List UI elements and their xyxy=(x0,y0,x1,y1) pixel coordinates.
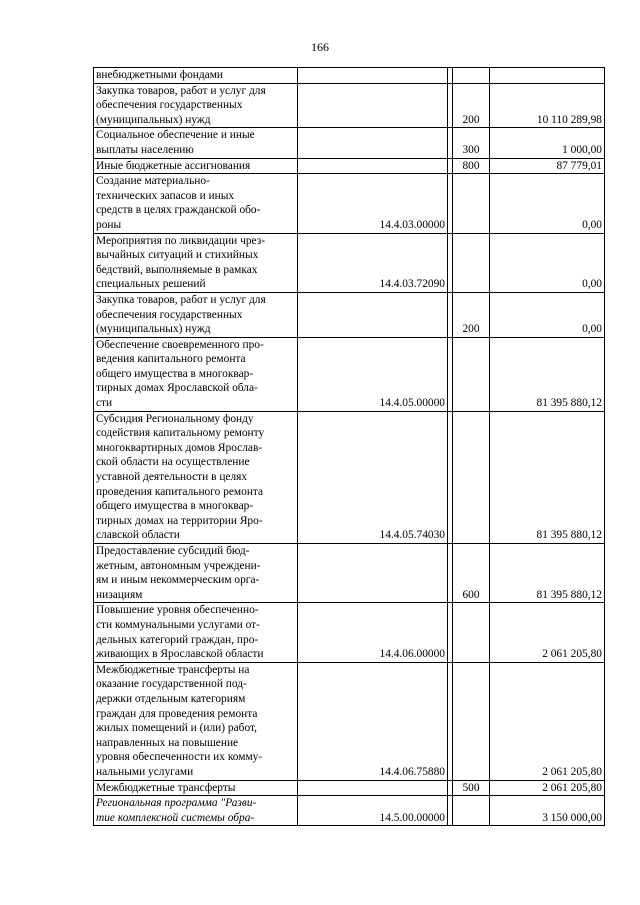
row-name-cell: Иные бюджетные ассигнования xyxy=(94,158,298,174)
row-code-cell: 14.4.05.74030 xyxy=(298,411,448,543)
row-code-cell xyxy=(298,83,448,128)
row-sum-cell: 0,00 xyxy=(490,233,605,292)
table-row xyxy=(94,662,605,780)
table-row xyxy=(94,174,605,233)
table-row xyxy=(94,128,605,158)
row-kind-cell xyxy=(453,662,490,780)
row-sum-cell: 81 395 880,12 xyxy=(490,544,605,603)
row-code-cell xyxy=(298,68,448,84)
row-kind-cell: 200 xyxy=(453,292,490,337)
row-name-cell: Региональная программа "Разви- тие комплексной системы обра- xyxy=(94,796,298,826)
row-kind-cell xyxy=(453,603,490,662)
row-code-cell xyxy=(298,780,448,796)
row-kind-cell xyxy=(453,174,490,233)
row-name-cell: Мероприятия по ликвидации чрез- вычайных ситуаций и стихийных бедствий, выполняемые в рамках специальных решений xyxy=(94,233,298,292)
row-sum-cell: 3 150 000,00 xyxy=(490,796,605,826)
table-row xyxy=(94,233,605,292)
table-row xyxy=(94,544,605,603)
row-sum-cell: 1 000,00 xyxy=(490,128,605,158)
row-name-cell: внебюджетными фондами xyxy=(94,68,298,84)
row-name-cell: Закупка товаров, работ и услуг для обеспечения государственных (муниципальных) нужд xyxy=(94,292,298,337)
row-code-cell: 14.4.06.75880 xyxy=(298,662,448,780)
row-name-cell: Межбюджетные трансферты xyxy=(94,780,298,796)
row-code-cell: 14.4.03.72090 xyxy=(298,233,448,292)
row-sum-cell: 2 061 205,80 xyxy=(490,603,605,662)
row-sum-cell: 10 110 289,98 xyxy=(490,83,605,128)
row-kind-cell: 300 xyxy=(453,128,490,158)
row-code-cell xyxy=(298,292,448,337)
row-name-cell: Социальное обеспечение и иные выплаты населению xyxy=(94,128,298,158)
row-sum-cell: 0,00 xyxy=(490,174,605,233)
row-kind-cell xyxy=(453,411,490,543)
table-row xyxy=(94,603,605,662)
row-kind-cell: 500 xyxy=(453,780,490,796)
row-code-cell xyxy=(298,128,448,158)
row-name-cell: Создание материально- технических запасов и иных средств в целях гражданской обо- роны xyxy=(94,174,298,233)
row-name-cell: Субсидия Региональному фонду содействия капитальному ремонту многоквартирных домов Ярослав- ской области на осуществление уставной деятельности в целях проведения капитального ремонта общего имущества в многоквар- тирных домах на территории Яро- славской области xyxy=(94,411,298,543)
row-kind-cell xyxy=(453,233,490,292)
row-sum-cell: 81 395 880,12 xyxy=(490,337,605,411)
row-sum-cell: 2 061 205,80 xyxy=(490,662,605,780)
row-kind-cell: 600 xyxy=(453,544,490,603)
row-kind-cell xyxy=(453,337,490,411)
row-name-cell: Обеспечение своевременного про- ведения капитального ремонта общего имущества в многоквар- тирных домах Ярославской обла- сти xyxy=(94,337,298,411)
row-code-cell: 14.4.06.00000 xyxy=(298,603,448,662)
row-code-cell: 14.4.03.00000 xyxy=(298,174,448,233)
row-name-cell: Межбюджетные трансферты на оказание государственной под- держки отдельным категориям граждан для проведения ремонта жилых помещений и (или) работ, направленных на повышение уровня обеспеченности их комму- нальными услугами xyxy=(94,662,298,780)
row-name-cell: Предоставление субсидий бюд- жетным, автономным учреждени- ям и иным некоммерческим орга- низациям xyxy=(94,544,298,603)
row-code-cell xyxy=(298,544,448,603)
table-row xyxy=(94,158,605,174)
budget-table-body xyxy=(94,68,605,826)
row-sum-cell: 81 395 880,12 xyxy=(490,411,605,543)
row-kind-cell xyxy=(453,796,490,826)
row-code-cell: 14.4.05.00000 xyxy=(298,337,448,411)
budget-table xyxy=(93,67,605,826)
table-row xyxy=(94,411,605,543)
table-row xyxy=(94,83,605,128)
table-row xyxy=(94,337,605,411)
row-code-cell: 14.5.00.00000 xyxy=(298,796,448,826)
table-row xyxy=(94,292,605,337)
row-sum-cell: 2 061 205,80 xyxy=(490,780,605,796)
row-sum-cell: 87 779,01 xyxy=(490,158,605,174)
row-name-cell: Закупка товаров, работ и услуг для обеспечения государственных (муниципальных) нужд xyxy=(94,83,298,128)
row-kind-cell xyxy=(453,68,490,84)
row-sum-cell xyxy=(490,68,605,84)
row-name-cell: Повышение уровня обеспеченно- сти коммунальными услугами от- дельных категорий граждан, про- живающих в Ярославской области xyxy=(94,603,298,662)
row-sum-cell: 0,00 xyxy=(490,292,605,337)
row-kind-cell: 200 xyxy=(453,83,490,128)
table-row xyxy=(94,796,605,826)
table-row xyxy=(94,780,605,796)
row-code-cell xyxy=(298,158,448,174)
row-kind-cell: 800 xyxy=(453,158,490,174)
table-row xyxy=(94,68,605,84)
page-number: 166 xyxy=(311,40,329,54)
